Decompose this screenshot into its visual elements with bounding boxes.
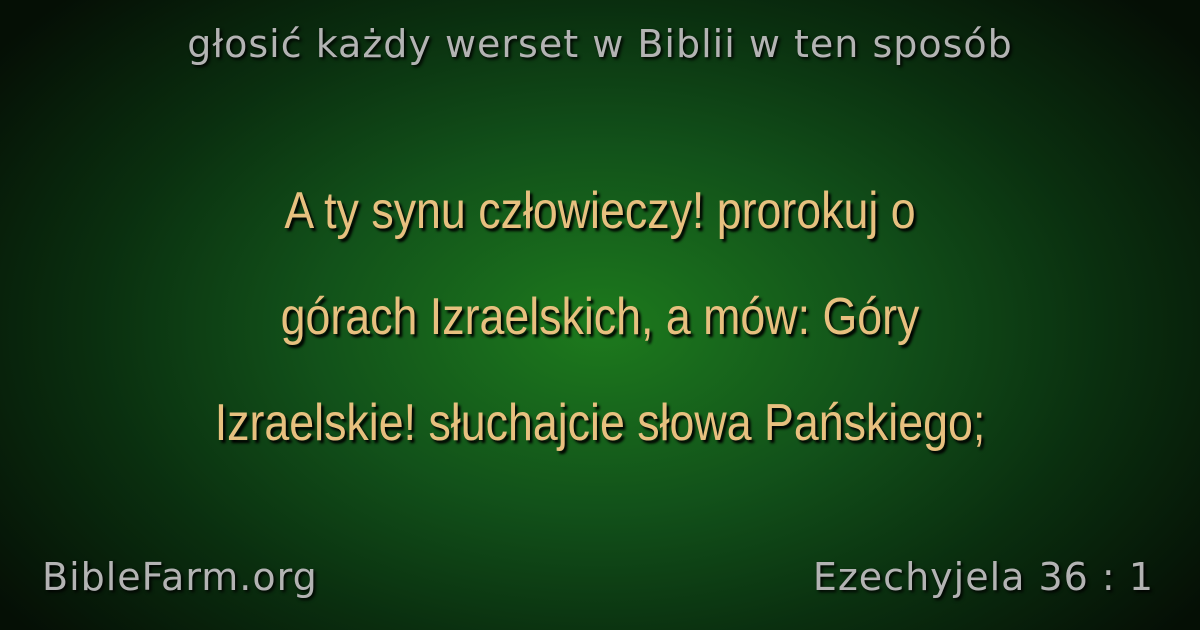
verse-line: górach Izraelskich, a mów: Góry bbox=[280, 288, 920, 346]
tagline: głosić każdy werset w Biblii w ten sposób bbox=[187, 22, 1013, 66]
verse-text bbox=[118, 158, 1081, 476]
verse-line: A ty synu człowieczy! prorokuj o bbox=[284, 182, 916, 240]
verse-line: Izraelskie! słuchajcie słowa Pańskiego; bbox=[214, 394, 986, 452]
site-name: BibleFarm.org bbox=[42, 555, 318, 599]
verse-reference: Ezechyjela 36 : 1 bbox=[812, 555, 1154, 599]
